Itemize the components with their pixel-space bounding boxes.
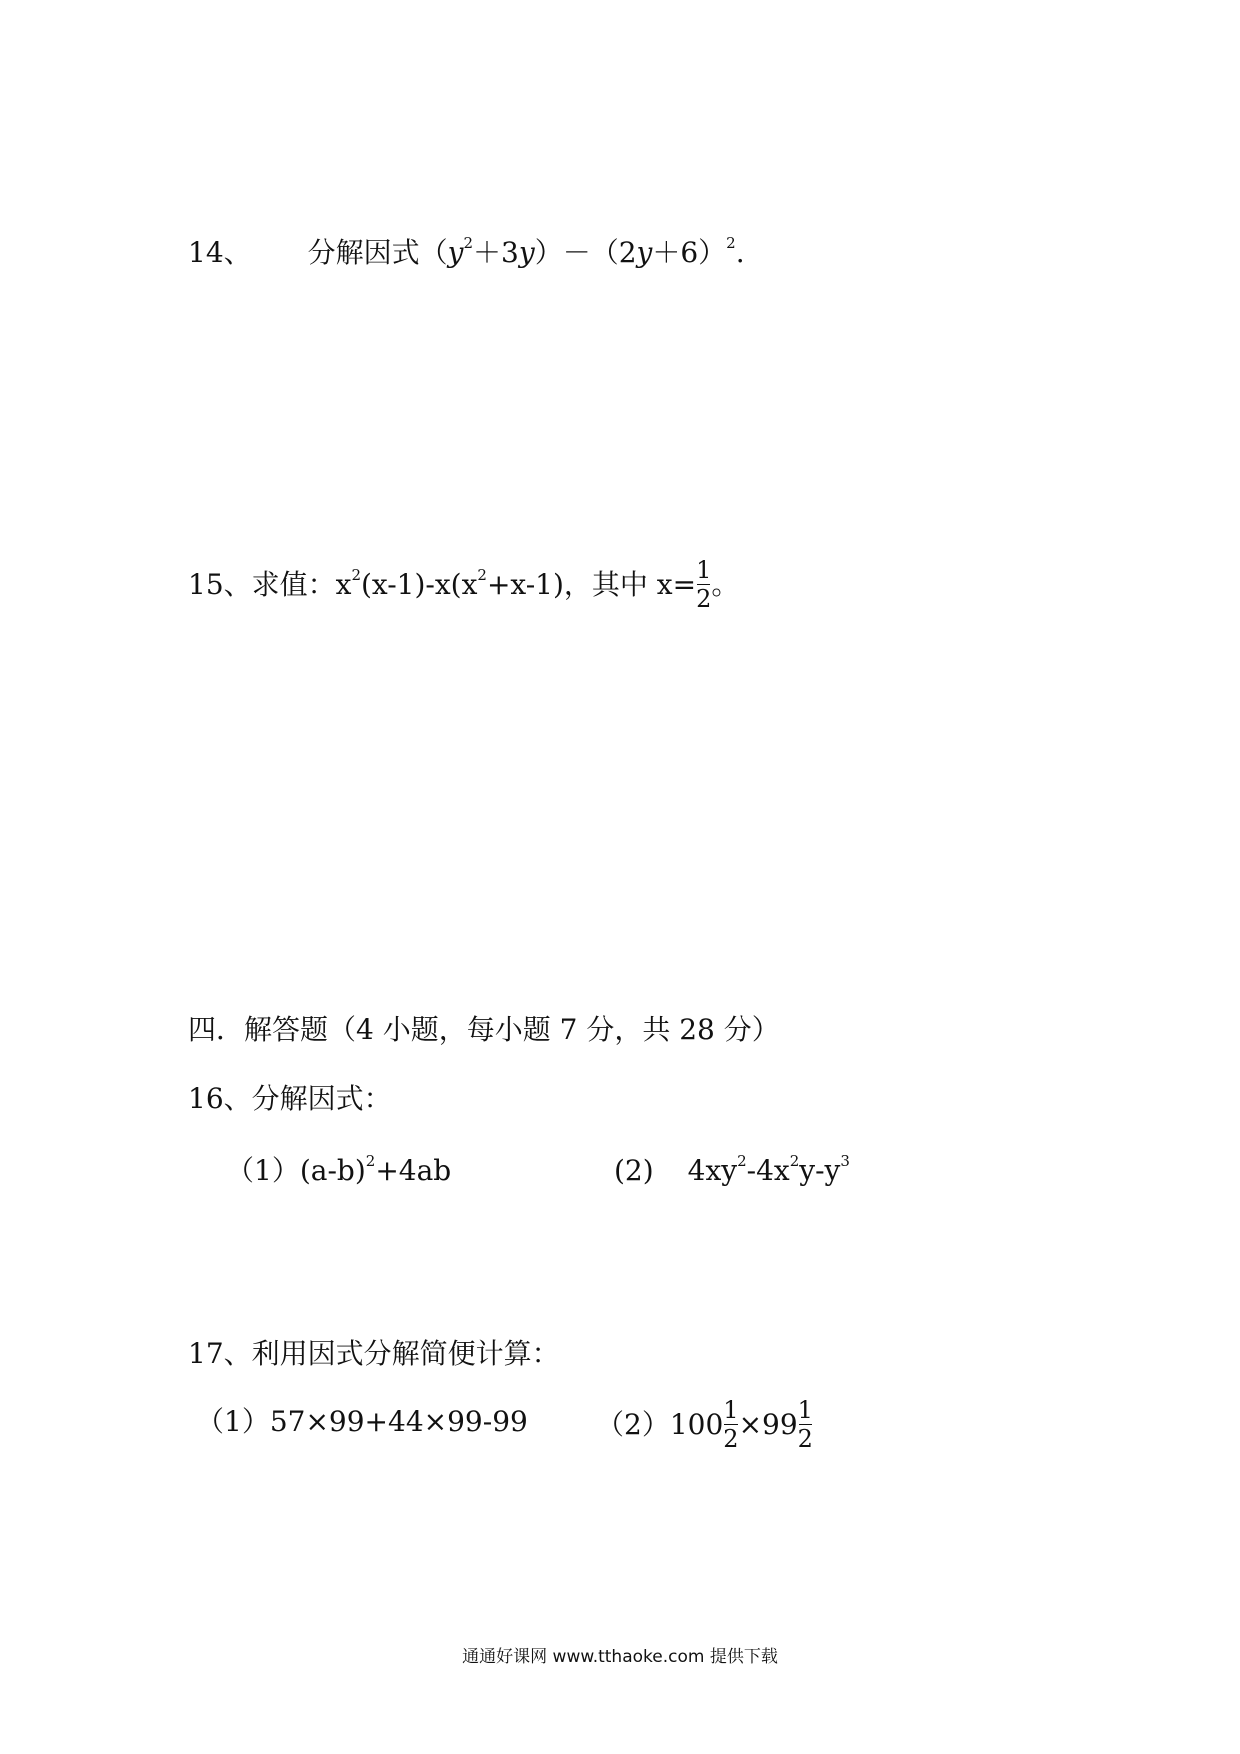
footer-text: 通通好课网 www.tthaoke.com 提供下载 xyxy=(462,1647,778,1667)
question-17-part-2: （2）100 $\frac{1}{2}$ ×99 $\frac{1}{2}$ xyxy=(596,1396,813,1453)
question-number: 17、 xyxy=(188,1337,252,1370)
question-14: 14、 分解因式$(y^2+3y)-(2y+6)^2$. xyxy=(188,234,745,269)
question-16-part-1: $(1)(a-b)^2+4ab$ xyxy=(226,1152,452,1187)
question-text: 分解因式（ xyxy=(307,236,448,269)
question-number: 14、 xyxy=(188,236,252,269)
question-16-part-2: (2) $4xy^2-4x^2y-y^3$ xyxy=(614,1152,850,1187)
fraction-one-half: $\frac{1}{2}$ xyxy=(723,1396,739,1453)
fraction-one-half: $\frac{1}{2}$ xyxy=(797,1396,813,1453)
question-16 xyxy=(188,1082,392,1115)
question-number: 16、 xyxy=(188,1082,252,1115)
question-17 xyxy=(188,1337,560,1370)
question-15: 15、求值：$x^2(x-1)-x(x^2+x-1)$，其中 x= $\frac{1}{2}$ 。 xyxy=(188,556,740,613)
question-17-part-1: （1）57×99+44×99-99 xyxy=(196,1405,528,1438)
fraction-one-half: $\frac{1}{2}$ xyxy=(696,556,712,613)
question-text: 求值： xyxy=(251,568,336,601)
section-4-title: 四．解答题（4 小题，每小题 7 分，共 28 分） xyxy=(188,1013,780,1046)
question-text: 利用因式分解简便计算： xyxy=(251,1337,560,1370)
question-number: 15、 xyxy=(188,568,252,601)
question-text: 分解因式： xyxy=(251,1082,392,1115)
